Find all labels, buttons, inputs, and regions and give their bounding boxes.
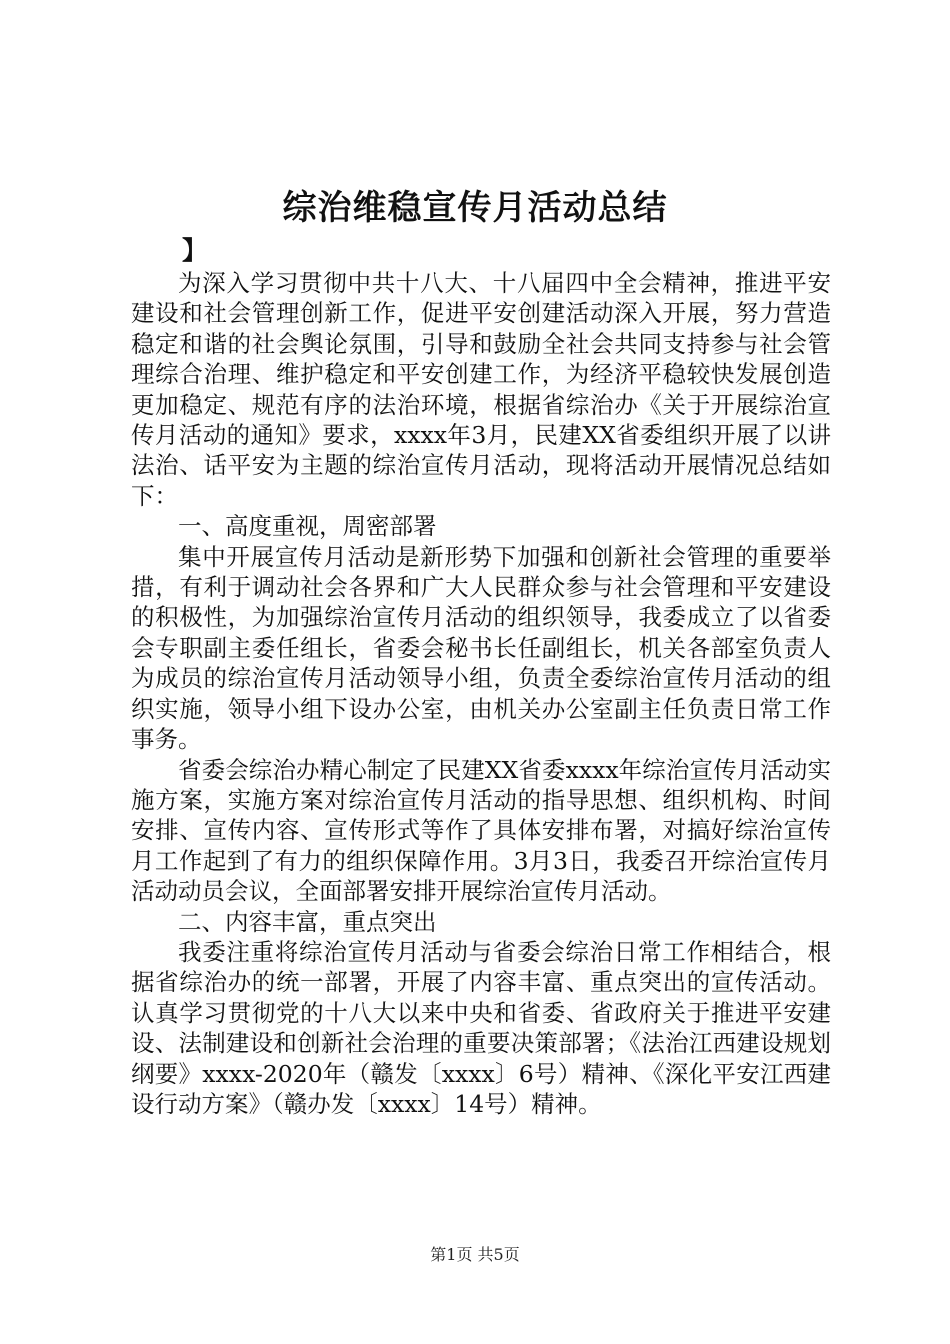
- paragraph-section-1a: 集中开展宣传月活动是新形势下加强和创新社会管理的重要举措，有利于调动社会各界和广大人民群众参与社会管理和平安建设的积极性，为加强综治宣传月活动的组织领导，我委成立了以省委会专职副主委任组长，省委会秘书长任副组长，机关各部室负责人为成员的综治宣传月活动领导小组，负责全委综治宣传月活动的组织实施，领导小组下设办公室，由机关办公室副主任负责日常工作事务。: [131, 542, 831, 754]
- section-heading-2: 二、内容丰富，重点突出: [178, 907, 437, 936]
- document-body: [131, 268, 831, 1119]
- bracket-marker: 】: [182, 236, 208, 265]
- paragraph-section-2a: 我委注重将综治宣传月活动与省委会综治日常工作相结合，根据省综治办的统一部署，开展了内容丰富、重点突出的宣传活动。认真学习贯彻党的十八大以来中央和省委、省政府关于推进平安建设、法制建设和创新社会治理的重要决策部署；《法治江西建设规划纲要》xxxx-2020年（赣发〔xxxx〕6号）精神、《深化平安江西建设行动方案》（赣办发〔xxxx〕14号）精神。: [131, 937, 831, 1118]
- paragraph-intro: 为深入学习贯彻中共十八大、十八届四中全会精神，推进平安建设和社会管理创新工作，促进平安创建活动深入开展，努力营造稳定和谐的社会舆论氛围，引导和鼓励全社会共同支持参与社会管理综合治理、维护稳定和平安创建工作，为经济平稳较快发展创造更加稳定、规范有序的法治环境，根据省综治办《关于开展综治宣传月活动的通知》要求，xxxx年3月，民建XX省委组织开展了以讲法治、话平安为主题的综治宣传月活动，现将活动开展情况总结如下：: [131, 269, 831, 510]
- paragraph-section-1b: 省委会综治办精心制定了民建XX省委xxxx年综治宣传月活动实施方案，实施方案对综治宣传月活动的指导思想、组织机构、时间安排、宣传内容、宣传形式等作了具体安排布署，对搞好综治宣传月工作起到了有力的组织保障作用。3月3日，我委召开综治宣传月活动动员会议，全面部署安排开展综治宣传月活动。: [131, 755, 831, 906]
- page-footer: 第1页 共5页: [430, 1245, 520, 1264]
- document-title: 综治维稳宣传月活动总结: [282, 188, 668, 228]
- section-heading-1: 一、高度重视，周密部署: [178, 512, 437, 541]
